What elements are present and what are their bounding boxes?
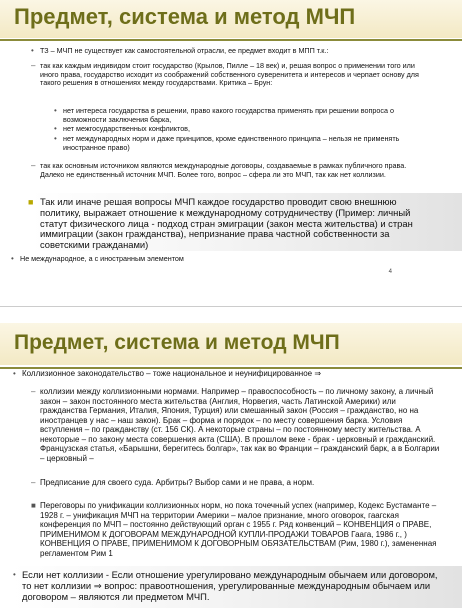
bullet-text: Не международное, а с иностранным элементом (20, 254, 184, 263)
bullet-text: Если нет коллизии - Если отношение урегулировано международным обычаем или договором, то нет коллизии ⇒ вопрос: правоотношения, урегулированные международным обычаем или договором – являются ли предметом МЧП. (22, 569, 438, 602)
bullet-item (13, 369, 442, 379)
sub-bullet-item (31, 478, 440, 488)
bullet-dot-icon: • (31, 46, 34, 55)
bullet-dash-icon: – (31, 61, 36, 70)
title-underline (0, 39, 462, 41)
bullet-text: Так или иначе решая вопросы МЧП каждое государство проводит свою внешнюю политику, выражает отношение к международному сотрудничеству (Пример: личный статут физического лица - подход стран эмиграции (закон места жительства) и стран иммиграции (закон гражданства), непризнание права частной собственности за советскими гражданами) (40, 196, 413, 251)
bullet-text: нет международных норм и даже принципов, кроме единственного принципа – нельзя не применять иностранное право) (63, 134, 400, 152)
bullet-dot-icon: • (13, 369, 16, 378)
bullet-square-icon: ■ (31, 501, 36, 510)
slide-2 (0, 323, 462, 614)
bullet-dot-icon: • (54, 134, 57, 143)
slide-title: Предмет, система и метод МЧП (14, 331, 340, 354)
bullet-text: Предписание для своего суда. Арбитры? Выбор сами и не права, а норм. (40, 478, 315, 487)
sub-bullet-item (31, 61, 432, 88)
bullet-square-icon: ■ (28, 197, 34, 207)
bullet-dash-icon: – (31, 161, 36, 170)
slide-title-bar (0, 0, 462, 38)
bullet-text: нет межгосударственных конфликтов, (63, 124, 191, 133)
bullet-text: коллизии между коллизионными нормами. Например – правоспособность – по личному закону, а личный закон – закон постоянного места жительства (Англия, Норвегия, часть Латинской Америки) или гражданства Германия, Италия, Япония, Турция) или смешанный закон (Россия – гражданство, но на иностранцев у нас – наш закон). Брак – форма и порядок – по месту совершения барка. Условия вступления – по гражданству (ст. 156 СК). А некоторые страны – по постоянному месту жительства. А некоторые – по закону места совершения акта (США). В прошлом веке - брак - церковный и гражданский. Французская статья, «Барышни, берегитесь болгар», так как во Франции – гражданский барк, а в Болгарии – церковный – (40, 387, 440, 463)
slide-separator (0, 306, 462, 307)
slide-1 (0, 0, 462, 290)
sub-bullet-item (31, 501, 440, 558)
slide-title: Предмет, система и метод МЧП (14, 4, 356, 29)
bullet-text: ТЗ – МЧП не существует как самостоятельной отрасли, ее предмет входит в МПП т.к.: (40, 46, 329, 55)
sub-bullet-item (31, 387, 440, 463)
emphasis-bullet-item (28, 196, 440, 251)
bullet-dot-icon: • (13, 570, 16, 579)
bullet-dot-icon: • (54, 124, 57, 133)
emphasis-bullet-item (13, 569, 442, 603)
bullet-item (31, 46, 440, 56)
bullet-dash-icon: – (31, 478, 36, 487)
sub-sub-bullet-item (54, 134, 433, 152)
page-number: 4 (388, 269, 392, 275)
bullet-text: так как каждым индивидом стоит государство (Крылов, Пилле – 18 век) и, решая вопрос о применении того или иного права, государство исходит из соображений собственного суверенитета и интересов и черпает основу для такого решения в отношениях между государствами. Критика – Брун: (40, 61, 419, 88)
bullet-dash-icon: – (31, 387, 36, 396)
bullet-text: так как основным источником являются международные договоры, создаваемые в рамках публичного права. Далеко не единственный источник МЧП. Более того, вопрос – сфера ли это МЧП, так как нет коллизии. (40, 161, 407, 179)
bullet-dot-icon: • (54, 106, 57, 115)
sub-sub-bullet-item (54, 124, 433, 134)
bullet-text: Коллизионное законодательство – тоже национальное и неунифицированное ⇒ (22, 369, 322, 378)
bullet-item (11, 254, 420, 264)
sub-bullet-item (31, 161, 432, 179)
bullet-dot-icon: • (11, 254, 14, 263)
sub-sub-bullet-item (54, 106, 433, 124)
slide-title-bar (0, 323, 462, 365)
bullet-text: нет интереса государства в решении, право какого государства применять при решении вопроса о возможности заключения барка, (63, 106, 394, 124)
bullet-text: Переговоры по унификации коллизионных норм, но пока точечный успех (например, Кодекс Бустаманте – 1928 г. – унификация МЧП на территории Америки – малое признание, много оговорок, гаагская конференция по МЧП – постоянно действующий орган с 1955 г. Ряд конвенций – КОНВЕНЦИЯ о ПРАВЕ, ПРИМЕНИМОМ К ДОГОВОРАМ МЕЖДУНАРОДНОЙ КУПЛИ-ПРОДАЖИ ТОВАРОВ Гаага, 1986 г., ) КОНВЕНЦИЯ О ПРАВЕ, ПРИМЕНИМОМ К ДОГОВОРНЫМ ОБЯЗАТЕЛЬСТВАМ (Рим, 1980 г.), замененная регламентом Рим 1 (40, 501, 437, 558)
